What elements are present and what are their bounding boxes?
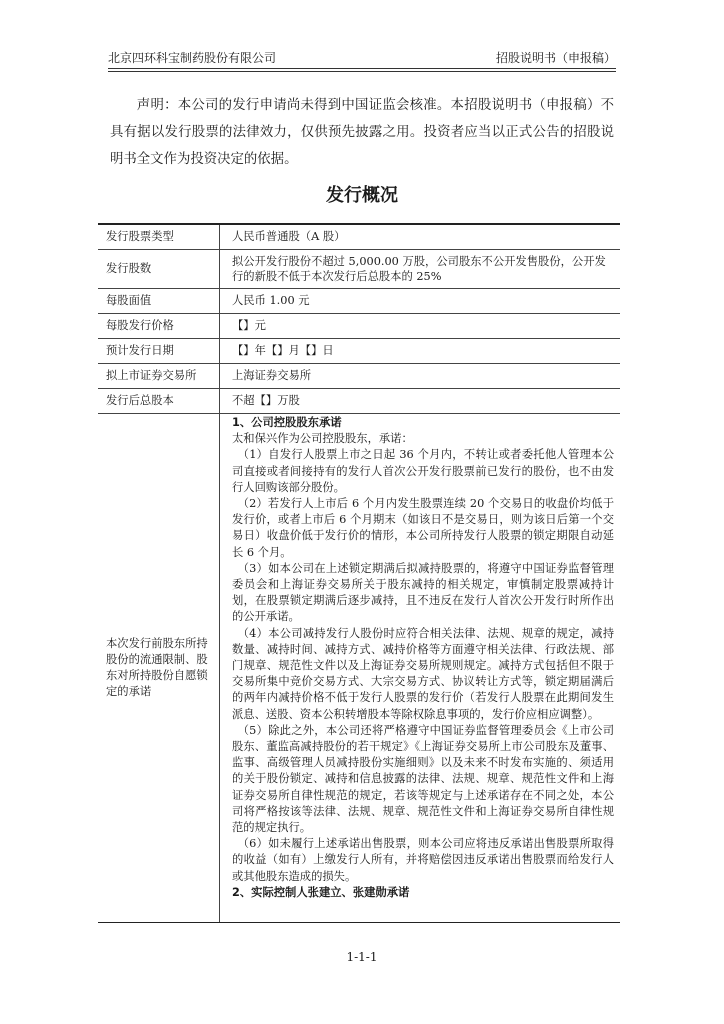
commitment-paragraph: （6）如未履行上述承诺出售股票，则本公司应将违反承诺出售股票所取得的收益（如有）上缴发行人所有，并将赔偿因违反承诺出售股票而给发行人或其他股东造成的损失。 [232, 837, 614, 883]
commitment-paragraph: （3）如本公司在上述锁定期满后拟减持股票的，将遵守中国证券监督管理委员会和上海证券交易所关于股东减持的相关规定，审慎制定股票减持计划，在股票锁定期满后逐步减持，且不违反在发行人首次公开发行时所作出的公开承诺。 [232, 561, 614, 624]
row-label: 每股面值 [98, 289, 220, 313]
header-rule [108, 68, 616, 72]
row-label: 拟上市证券交易所 [98, 364, 220, 388]
row-value: 人民币 1.00 元 [232, 294, 310, 307]
table-row [98, 363, 620, 388]
offering-table [98, 223, 620, 923]
table-row-commitment [98, 413, 620, 922]
disclaimer-notice: 声明：本公司的发行申请尚未得到中国证监会核准。本招股说明书（申报稿）不具有据以发行股票的法律效力，仅供预先披露之用。投资者应当以正式公告的招股说明书全文作为投资决定的依据。 [110, 98, 614, 167]
section2-heading: 2、实际控制人张建立、张建勋承诺 [232, 885, 410, 899]
commitment-label: 本次发行前股东所持股份的流通限制、股东对所持股份自愿锁定的承诺 [98, 414, 220, 922]
table-row [98, 288, 620, 313]
row-value: 【】年【】月【】日 [232, 344, 334, 357]
commitment-paragraph: （4）本公司减持发行人股份时应符合相关法律、法规、规章的规定，减持数量、减持时间、减持方式、减持价格等方面遵守相关法律、行政法规、部门规章、规范性文件以及上海证券交易所规则规定。减持方式包括但不限于交易所集中竞价交易方式、大宗交易方式、协议转让方式等，锁定期届满后的两年内减持价格不低于发行人股票的发行价（若发行人股票在此期间发生派息、送股、资本公积转增股本等除权除息事项的，发行价应相应调整）。 [232, 626, 614, 721]
table-row [98, 249, 620, 288]
page-header [108, 50, 616, 66]
commitment-paragraph: （5）除此之外，本公司还将严格遵守中国证券监督管理委员会《上市公司股东、董监高减持股份的若干规定》《上海证券交易所上市公司股东及董事、监事、高级管理人员减持股份实施细则》以及未来不时发布实施的、须适用的关于股份锁定、减持和信息披露的法律、法规、规章、规范性文件和上海证券交易所自律性规范的规定，若该等规定与上述承诺存在不同之处，本公司将严格按该等法律、法规、规章、规范性文件和上海证券交易所自律性规范的规定执行。 [232, 723, 614, 835]
section-title: 发行概况 [326, 185, 398, 206]
row-value: 上海证券交易所 [232, 369, 312, 382]
commitment-paragraph: （1）自发行人股票上市之日起 36 个月内，不转让或者委托他人管理本公司直接或者间接持有的发行人首次公开发行股票前已发行的股份，也不由发行人回购该部分股份。 [232, 448, 614, 494]
commitment-content [220, 414, 620, 922]
row-value: 拟公开发行股份不超过 5,000.00 万股，公司股东不公开发售股份，公开发行的新股不低于本次发行后总股本的 25% [232, 255, 606, 283]
row-value: 不超【】万股 [232, 394, 300, 407]
commitment-intro: 太和保兴作为公司控股股东，承诺： [232, 432, 413, 446]
section1-heading: 1、公司控股股东承诺 [232, 416, 342, 429]
row-label: 每股发行价格 [98, 314, 220, 338]
row-label: 发行股数 [98, 250, 220, 288]
row-label: 预计发行日期 [98, 339, 220, 363]
table-row [98, 338, 620, 363]
commitment-paragraph: （2）若发行人上市后 6 个月内发生股票连续 20 个交易日的收盘价均低于发行价，或者上市后 6 个月期末（如该日不是交易日，则为该日后第一个交易日）收盘价低于发行价的情形，本公司所持发行人股票的锁定期限自动延长 6 个月。 [232, 497, 614, 559]
row-value: 【】元 [232, 319, 266, 332]
header-doc-type: 招股说明书（申报稿） [495, 51, 616, 65]
row-label: 发行股票类型 [98, 225, 220, 249]
header-company: 北京四环科宝制药股份有限公司 [108, 51, 277, 65]
page-number: 1-1-1 [346, 950, 378, 964]
row-label: 发行后总股本 [98, 389, 220, 413]
table-row [98, 225, 620, 249]
table-row [98, 388, 620, 413]
table-row [98, 313, 620, 338]
row-value: 人民币普通股（A 股） [232, 230, 346, 243]
